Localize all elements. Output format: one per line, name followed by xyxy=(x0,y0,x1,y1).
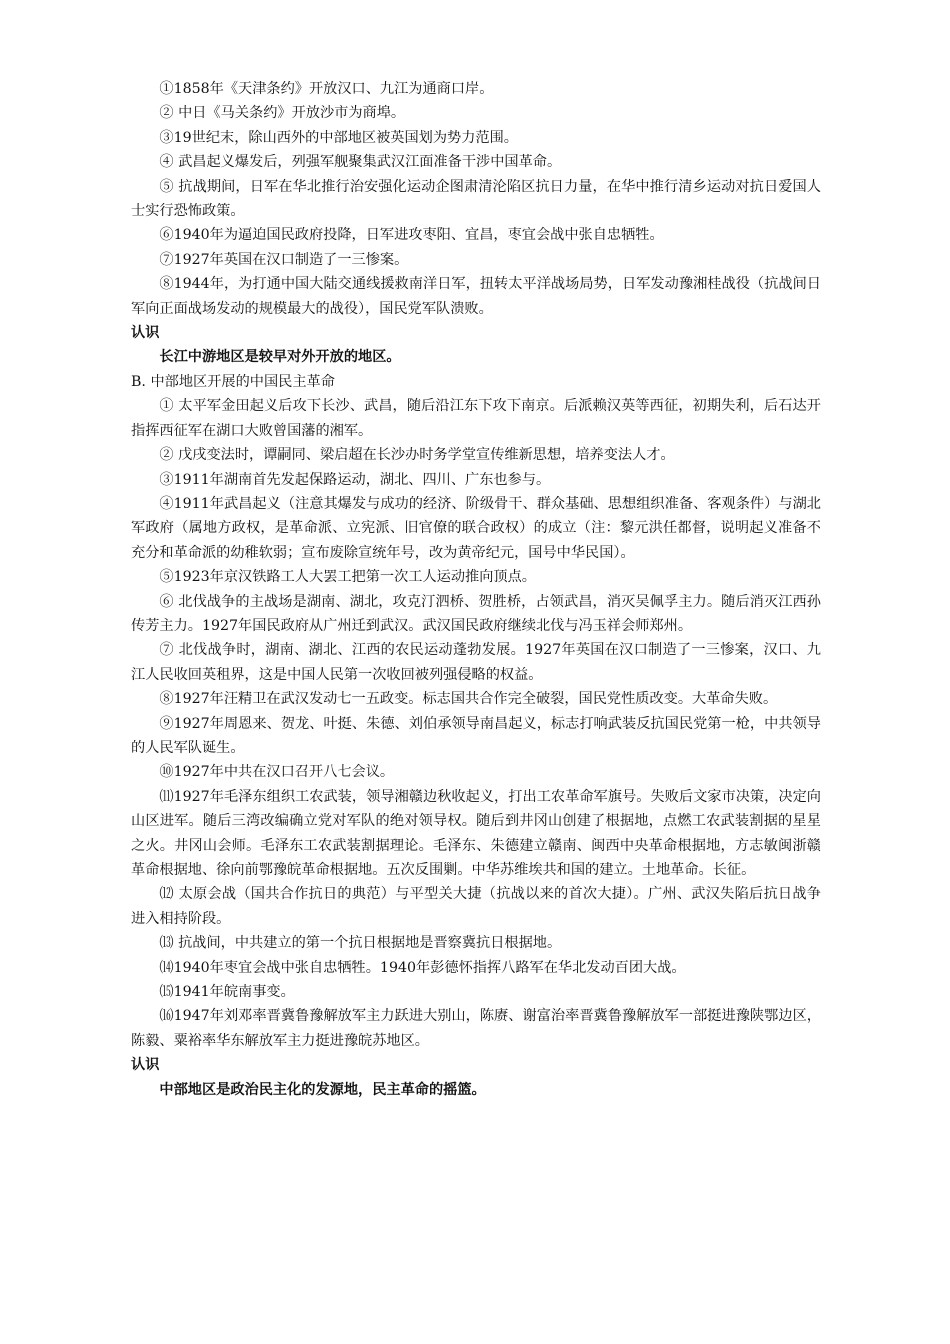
list-item: ⑨1927年周恩来、贺龙、叶挺、朱德、刘伯承领导南昌起义，标志打响武装反抗国民党第一枪，中共领导的人民军队诞生。 xyxy=(131,715,821,756)
list-item: ⑤1923年京汉铁路工人大罢工把第一次工人运动推向顶点。 xyxy=(159,569,536,586)
section-b-conclusion: 中部地区是政治民主化的发源地，民主革命的摇篮。 xyxy=(159,1081,486,1098)
list-item: ⑩1927年中共在汉口召开八七会议。 xyxy=(159,764,395,781)
document-page xyxy=(131,77,821,1102)
list-item: ③19世纪末，除山西外的中部地区被英国划为势力范围。 xyxy=(159,129,518,146)
list-item: ⑤ 抗战期间，日军在华北推行治安强化运动企图肃清沦陷区抗日力量，在华中推行清乡运动对抗日爱国人士实行恐怖政策。 xyxy=(131,178,821,220)
section-a-conclusion: 长江中游地区是较早对外开放的地区。 xyxy=(159,349,401,366)
list-item: ⑦ 北伐战争时，湖南、湖北、江西的农民运动蓬勃发展。1927年英国在汉口制造了一三惨案，汉口、九江人民收回英租界，这是中国人民第一次收回被列强侵略的权益。 xyxy=(131,642,821,683)
list-item: ② 戊戌变法时，谭嗣同、梁启超在长沙办时务学堂宣传维新思想，培养变法人才。 xyxy=(159,447,675,464)
list-item: ③1911年湖南首先发起保路运动，湖北、四川、广东也参与。 xyxy=(159,471,551,488)
list-item: ⑥ 北伐战争的主战场是湖南、湖北，攻克汀泗桥、贺胜桥，占领武昌，消灭吴佩孚主力。随后消灭江西孙传芳主力。1927年国民政府从广州迁到武汉。武汉国民政府继续北伐与冯玉祥会师郑州。 xyxy=(131,593,821,634)
list-item: ② 中日《马关条约》开放沙市为商埠。 xyxy=(159,105,406,122)
list-item: ①1858年《天津条约》开放汉口、九江为通商口岸。 xyxy=(159,81,494,97)
section-a-list xyxy=(131,77,821,321)
list-item: ⒂1941年皖南事变。 xyxy=(159,984,295,1001)
list-item: ④1911年武昌起义（注意其爆发与成功的经济、阶级骨干、群众基础、思想组织准备、客观条件）与湖北军政府（属地方政权，是革命派、立宪派、旧官僚的联合政权）的成立（注：黎元洪任都督，说明起义准备不充分和革命派的幼稚软弱；宣布废除宣统年号，改为黄帝纪元，国号中华民国）。 xyxy=(131,495,821,561)
list-item: ⑦1927年英国在汉口制造了一三惨案。 xyxy=(159,251,409,268)
section-b-heading: 认识 xyxy=(131,1057,160,1074)
list-item: ① 太平军金田起义后攻下长沙、武昌，随后沿江东下攻下南京。后派赖汉英等西征，初期失利，后石达开指挥西征军在湖口大败曾国藩的湘军。 xyxy=(131,398,821,439)
list-item: ④ 武昌起义爆发后，列强军舰聚集武汉江面准备干涉中国革命。 xyxy=(159,154,562,171)
list-item: ⒃1947年刘邓率晋冀鲁豫解放军主力跃进大别山，陈赓、谢富治率晋冀鲁豫解放军一部挺进豫陕鄂边区，陈毅、粟裕率华东解放军主力挺进豫皖苏地区。 xyxy=(131,1008,821,1049)
section-b-title: B. 中部地区开展的中国民主革命 xyxy=(131,373,335,390)
section-b-list xyxy=(131,394,821,1053)
list-item: ⑧1944年，为打通中国大陆交通线援救南洋日军，扭转太平洋战场局势，日军发动豫湘桂战役（抗战间日军向正面战场发动的规模最大的战役），国民党军队溃败。 xyxy=(131,276,821,317)
list-item: ⑿ 太原会战（国共合作抗日的典范）与平型关大捷（抗战以来的首次大捷）。广州、武汉失陷后抗日战争进入相持阶段。 xyxy=(131,886,821,927)
list-item: ⑾1927年毛泽东组织工农武装，领导湘赣边秋收起义，打出工农革命军旗号。失败后文家市决策，决定向山区进军。随后三湾改编确立党对军队的绝对领导权。随后到井冈山创建了根据地，点燃工农武装割据的星星之火。井冈山会师。毛泽东工农武装割据理论。毛泽东、朱德建立赣南、闽西中央革命根据地，方志敏闽浙赣革命根据地、徐向前鄂豫皖革命根据地。五次反围剿。中华苏维埃共和国的建立。土地革命。长征。 xyxy=(131,788,821,878)
list-item: ⒀ 抗战间，中共建立的第一个抗日根据地是晋察冀抗日根据地。 xyxy=(159,935,562,952)
list-item: ⑥1940年为逼迫国民政府投降，日军进攻枣阳、宜昌，枣宜会战中张自忠牺牲。 xyxy=(159,227,664,244)
list-item: ⑧1927年汪精卫在武汉发动七一五政变。标志国共合作完全破裂，国民党性质改变。大革命失败。 xyxy=(159,691,778,708)
section-a-heading: 认识 xyxy=(131,325,160,342)
list-item: ⒁1940年枣宜会战中张自忠牺牲。1940年彭德怀指挥八路军在华北发动百团大战。 xyxy=(159,959,686,976)
